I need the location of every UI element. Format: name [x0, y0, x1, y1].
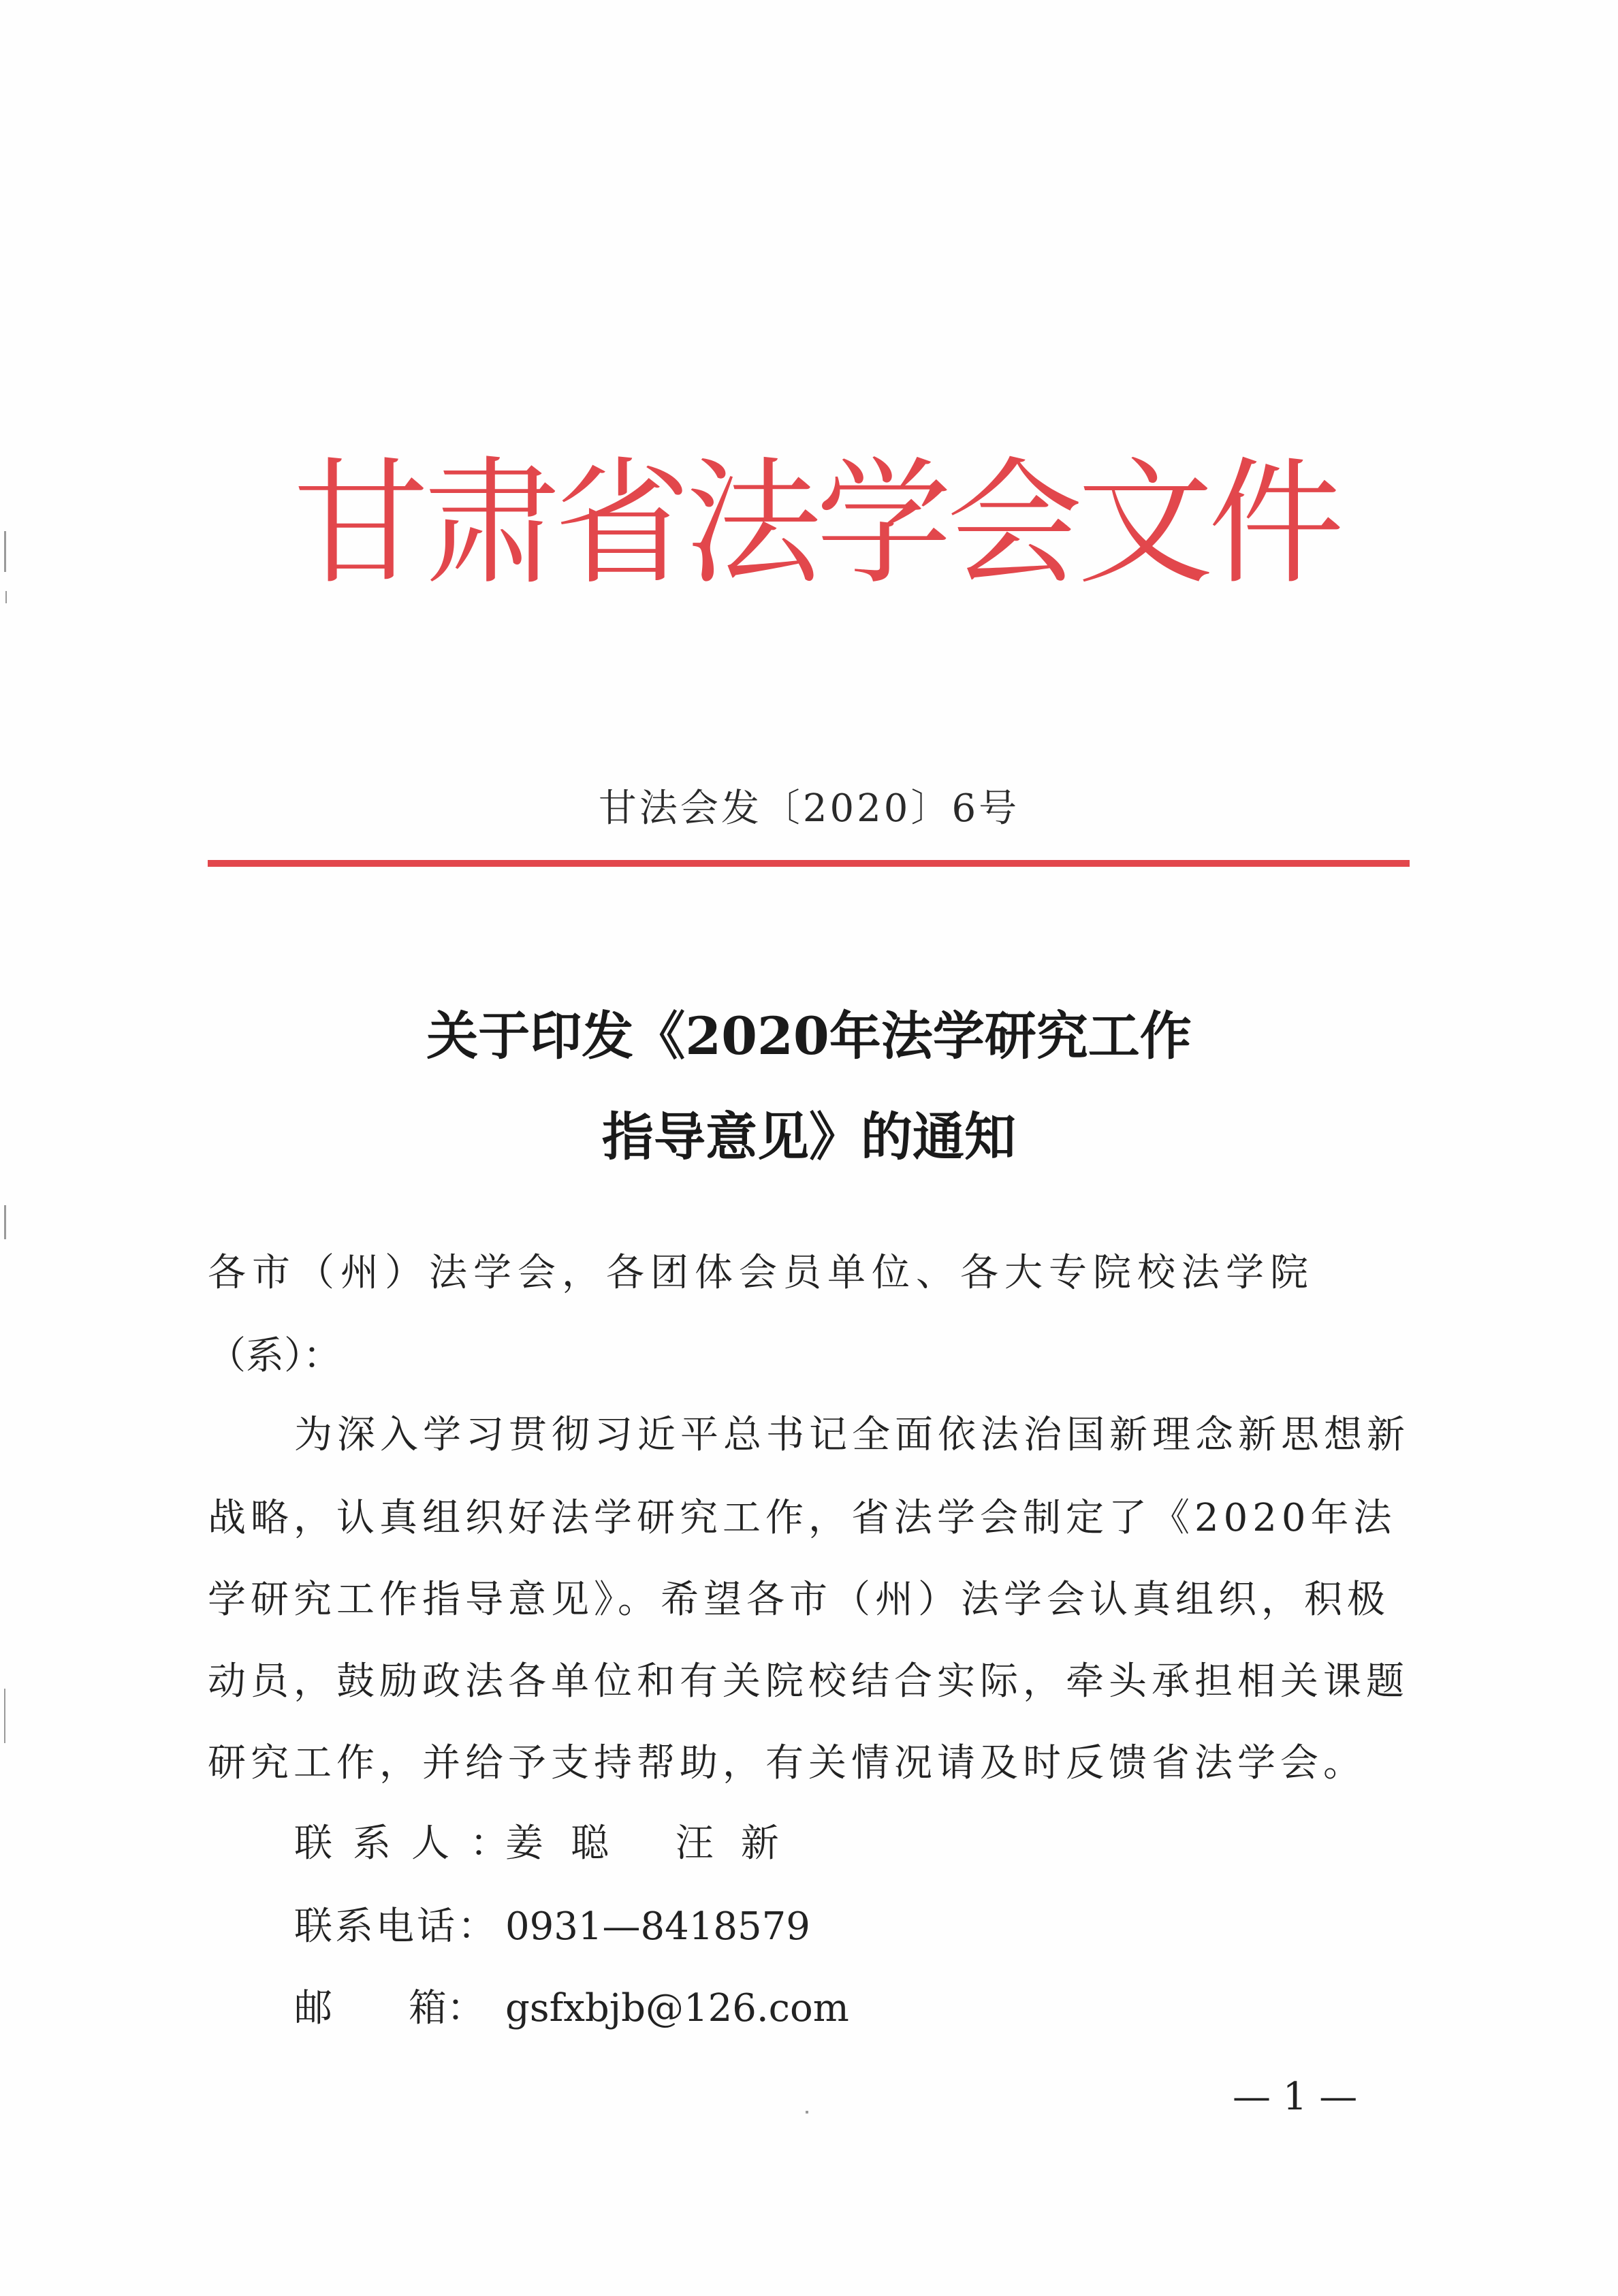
contact-email-value: gsfxbjb@126.com [505, 1986, 849, 2030]
body-line-1: 为深入学习贯彻习近平总书记全面依法治国新理念新思想新 [294, 1413, 1410, 1457]
scan-edge-mark [4, 1205, 6, 1239]
scan-speck [806, 2111, 808, 2114]
contact-person-row [294, 1817, 806, 1871]
contact-email-label: 邮 箱： [294, 1986, 485, 2030]
document-number: 甘法会发〔2020〕6号 [598, 786, 1020, 831]
scan-edge-mark [4, 1689, 5, 1743]
body-line-4: 动员，鼓励政法各单位和有关院校结合实际，牵头承担相关课题 [208, 1659, 1409, 1704]
contact-person-label: 联系人： [294, 1821, 528, 1866]
body-line-5: 研究工作，并给予支持帮助，有关情况请及时反馈省法学会。 [208, 1741, 1366, 1785]
recipients-line-1: 各市（州）法学会，各团体会员单位、各大专院校法学院 [208, 1251, 1314, 1295]
body-line-3: 学研究工作指导意见》。希望各市（州）法学会认真组织，积极 [208, 1578, 1390, 1622]
contact-phone-label: 联系电话： [294, 1904, 498, 1949]
scan-edge-mark [4, 531, 6, 572]
body-line-2: 战略，认真组织好法学研究工作，省法学会制定了《2020年法 [208, 1496, 1397, 1540]
recipients-line-2: （系）： [208, 1334, 341, 1378]
contact-email-row [294, 1981, 849, 2036]
page-number: — 1 — [1233, 2075, 1358, 2119]
notice-title-line-1: 关于印发《2020年法学研究工作 [426, 1006, 1192, 1066]
contact-phone-value: 0931—8418579 [505, 1904, 810, 1949]
masthead-title: 甘肃省法学会文件 [293, 445, 1339, 603]
contact-phone-row [294, 1900, 810, 1954]
contact-person-value: 姜聪 汪新 [505, 1821, 806, 1866]
scan-edge-mark [5, 591, 7, 603]
notice-title-line-2: 指导意见》的通知 [602, 1106, 1016, 1167]
red-separator-line [208, 860, 1410, 867]
